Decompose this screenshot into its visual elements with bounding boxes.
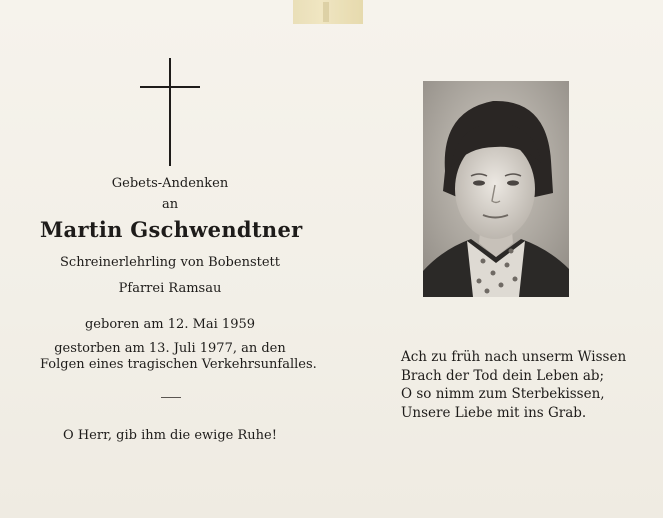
death-line-1: gestorben am 13. Juli 1977, an den	[54, 341, 286, 356]
verse-line: Unsere Liebe mit ins Grab.	[401, 404, 587, 421]
card-preposition: an	[161, 197, 179, 212]
adhesive-tape	[293, 0, 363, 24]
parish: Pfarrei Ramsau	[118, 281, 222, 296]
verse-line: O so nimm zum Sterbekissen,	[401, 386, 605, 402]
card-header: Gebets-Andenken	[111, 176, 229, 191]
verse-line: Brach der Tod dein Leben ab;	[401, 367, 605, 384]
memorial-verse	[401, 348, 641, 422]
death-line-2: Folgen eines tragischen Verkehrsunfalles.	[40, 357, 317, 372]
verse-line: Ach zu früh nach unserm Wissen	[401, 349, 627, 365]
divider	[161, 397, 181, 398]
birth-date: geboren am 12. Mai 1959	[84, 317, 256, 332]
deceased-name: Martin Gschwendtner	[40, 217, 303, 242]
portrait-photo	[423, 81, 569, 297]
occupation: Schreinerlehrling von Bobenstett	[60, 255, 280, 270]
cross-icon	[140, 58, 200, 166]
prayer: O Herr, gib ihm die ewige Ruhe!	[63, 428, 277, 443]
